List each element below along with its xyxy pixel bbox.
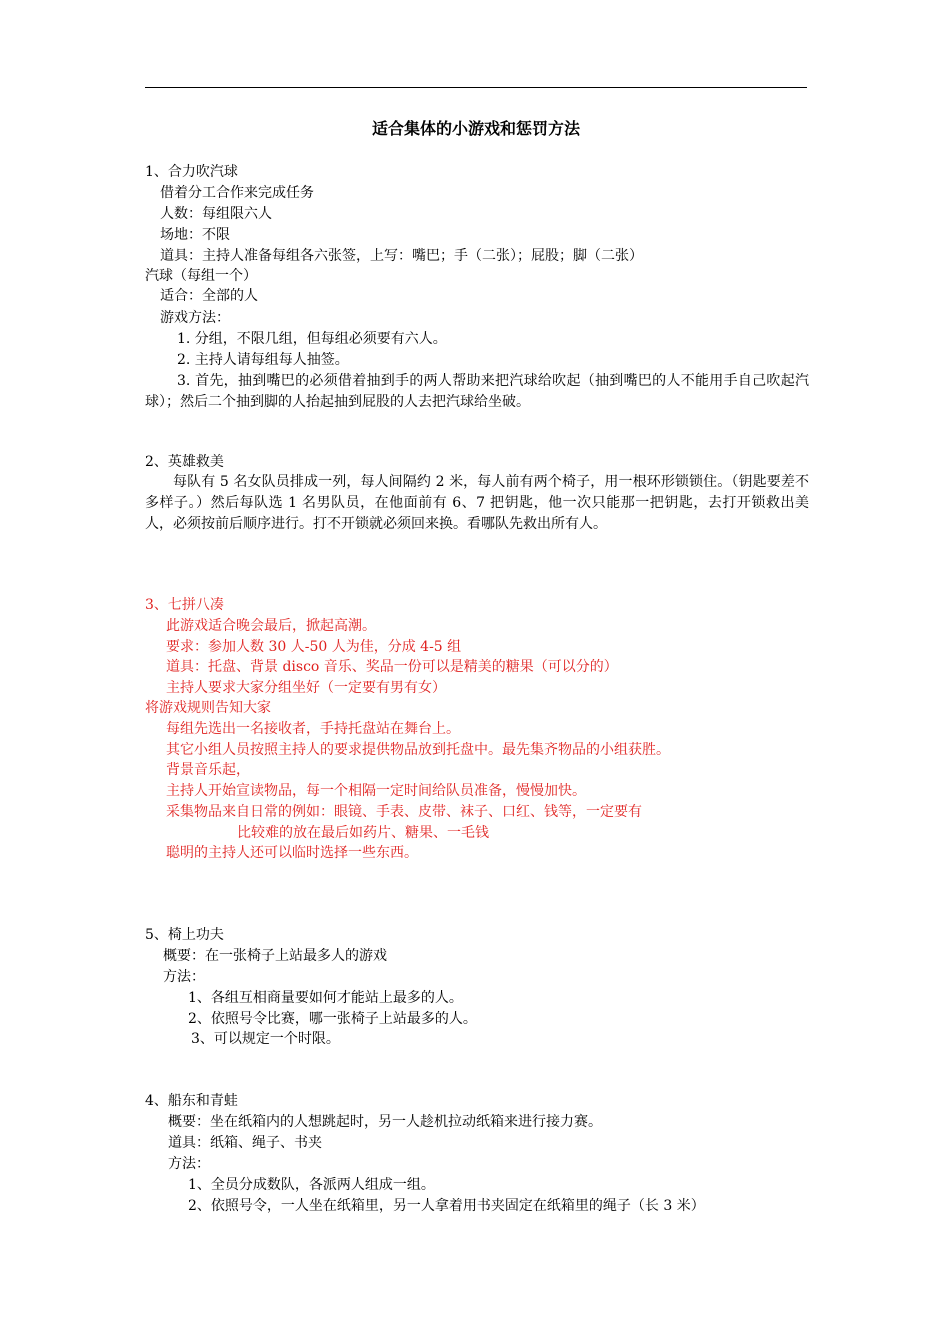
sec1-method: 游戏方法： <box>160 310 230 326</box>
sec3-line1: 此游戏适合晚会最后，掀起高潮。 <box>166 618 376 634</box>
sec5-overview: 概要：在一张椅子上站最多人的游戏 <box>163 948 387 964</box>
sec3-line6: 每组先选出一名接收者，手持托盘站在舞台上。 <box>166 721 460 737</box>
sec3-line5: 将游戏规则告知大家 <box>145 700 271 716</box>
sec4-overview: 概要：坐在纸箱内的人想跳起时，另一人趁机拉动纸箱来进行接力赛。 <box>168 1114 602 1130</box>
sec3-line10: 采集物品来自日常的例如：眼镜、手表、皮带、袜子、口红、钱等，一定要有 <box>166 804 642 820</box>
sec5-step2: 2、依照号令比赛，哪一张椅子上站最多的人。 <box>188 1011 477 1027</box>
sec1-step2: 2. 主持人请每组每人抽签。 <box>177 352 349 368</box>
sec1-suitable: 适合：全部的人 <box>160 288 258 304</box>
sec3-line9: 主持人开始宣读物品，每一个相隔一定时间给队员准备，慢慢加快。 <box>166 783 586 799</box>
sec2-body: 每队有 5 名女队员排成一列，每人间隔约 2 米，每人前有两个椅子，用一根环形锁锁住。（钥匙要差不多样子。）然后每队选 1 名男队员，在他面前有 6、7 把钥匙，他一次只能那一把钥匙，去打开锁救出美人，必须按前后顺序进行。打不开锁就必须回来换。看哪队先救出所有人。 <box>145 474 809 532</box>
page-title: 适合集体的小游戏和惩罚方法 <box>371 119 580 138</box>
sec5-step3: 3、可以规定一个时限。 <box>191 1031 340 1047</box>
sec3-line3: 道具：托盘、背景 disco 音乐、奖品一份可以是精美的糖果（可以分的） <box>166 659 618 675</box>
sec1-step3: 3. 首先，抽到嘴巴的必须借着抽到手的两人帮助来把汽球给吹起（抽到嘴巴的人不能用手自己吹起汽球）；然后二个抽到脚的人抬起抽到屁股的人去把汽球给坐破。 <box>145 373 809 410</box>
sec3-line11: 比较难的放在最后如药片、糖果、一毛钱 <box>237 825 489 841</box>
sec4-method: 方法： <box>168 1156 210 1172</box>
sec5-method: 方法： <box>163 969 205 985</box>
sec1-venue: 场地：不限 <box>160 227 230 243</box>
sec4-step2: 2、依照号令，一人坐在纸箱里，另一人拿着用书夹固定在纸箱里的绳子（长 3 米） <box>188 1198 705 1214</box>
sec1-intro: 借着分工合作来完成任务 <box>160 185 314 201</box>
sec3-line12: 聪明的主持人还可以临时选择一些东西。 <box>166 845 418 861</box>
sec3-line8: 背景音乐起， <box>166 762 250 778</box>
sec1-props-cont: 汽球（每组一个） <box>145 268 257 284</box>
sec2-heading: 2、英雄救美 <box>145 454 224 470</box>
sec1-heading: 1、合力吹汽球 <box>145 164 238 180</box>
sec1-props: 道具：主持人准备每组各六张签，上写：嘴巴；手（二张）；屁股；脚（二张） <box>160 248 643 264</box>
header-rule <box>145 87 807 88</box>
sec3-heading: 3、七拼八凑 <box>145 597 224 613</box>
sec4-heading: 4、船东和青蛙 <box>145 1093 238 1109</box>
sec5-step1: 1、各组互相商量要如何才能站上最多的人。 <box>188 990 463 1006</box>
sec4-props: 道具：纸箱、绳子、书夹 <box>168 1135 322 1151</box>
sec1-step1: 1. 分组，不限几组，但每组必须要有六人。 <box>177 331 447 347</box>
sec4-step1: 1、全员分成数队，各派两人组成一组。 <box>188 1177 435 1193</box>
sec3-line4: 主持人要求大家分组坐好（一定要有男有女） <box>166 680 446 696</box>
sec5-heading: 5、椅上功夫 <box>145 927 224 943</box>
sec3-line7: 其它小组人员按照主持人的要求提供物品放到托盘中。最先集齐物品的小组获胜。 <box>166 742 670 758</box>
sec3-line2: 要求：参加人数 30 人-50 人为佳，分成 4-5 组 <box>166 639 462 655</box>
sec1-people: 人数：每组限六人 <box>160 206 272 222</box>
